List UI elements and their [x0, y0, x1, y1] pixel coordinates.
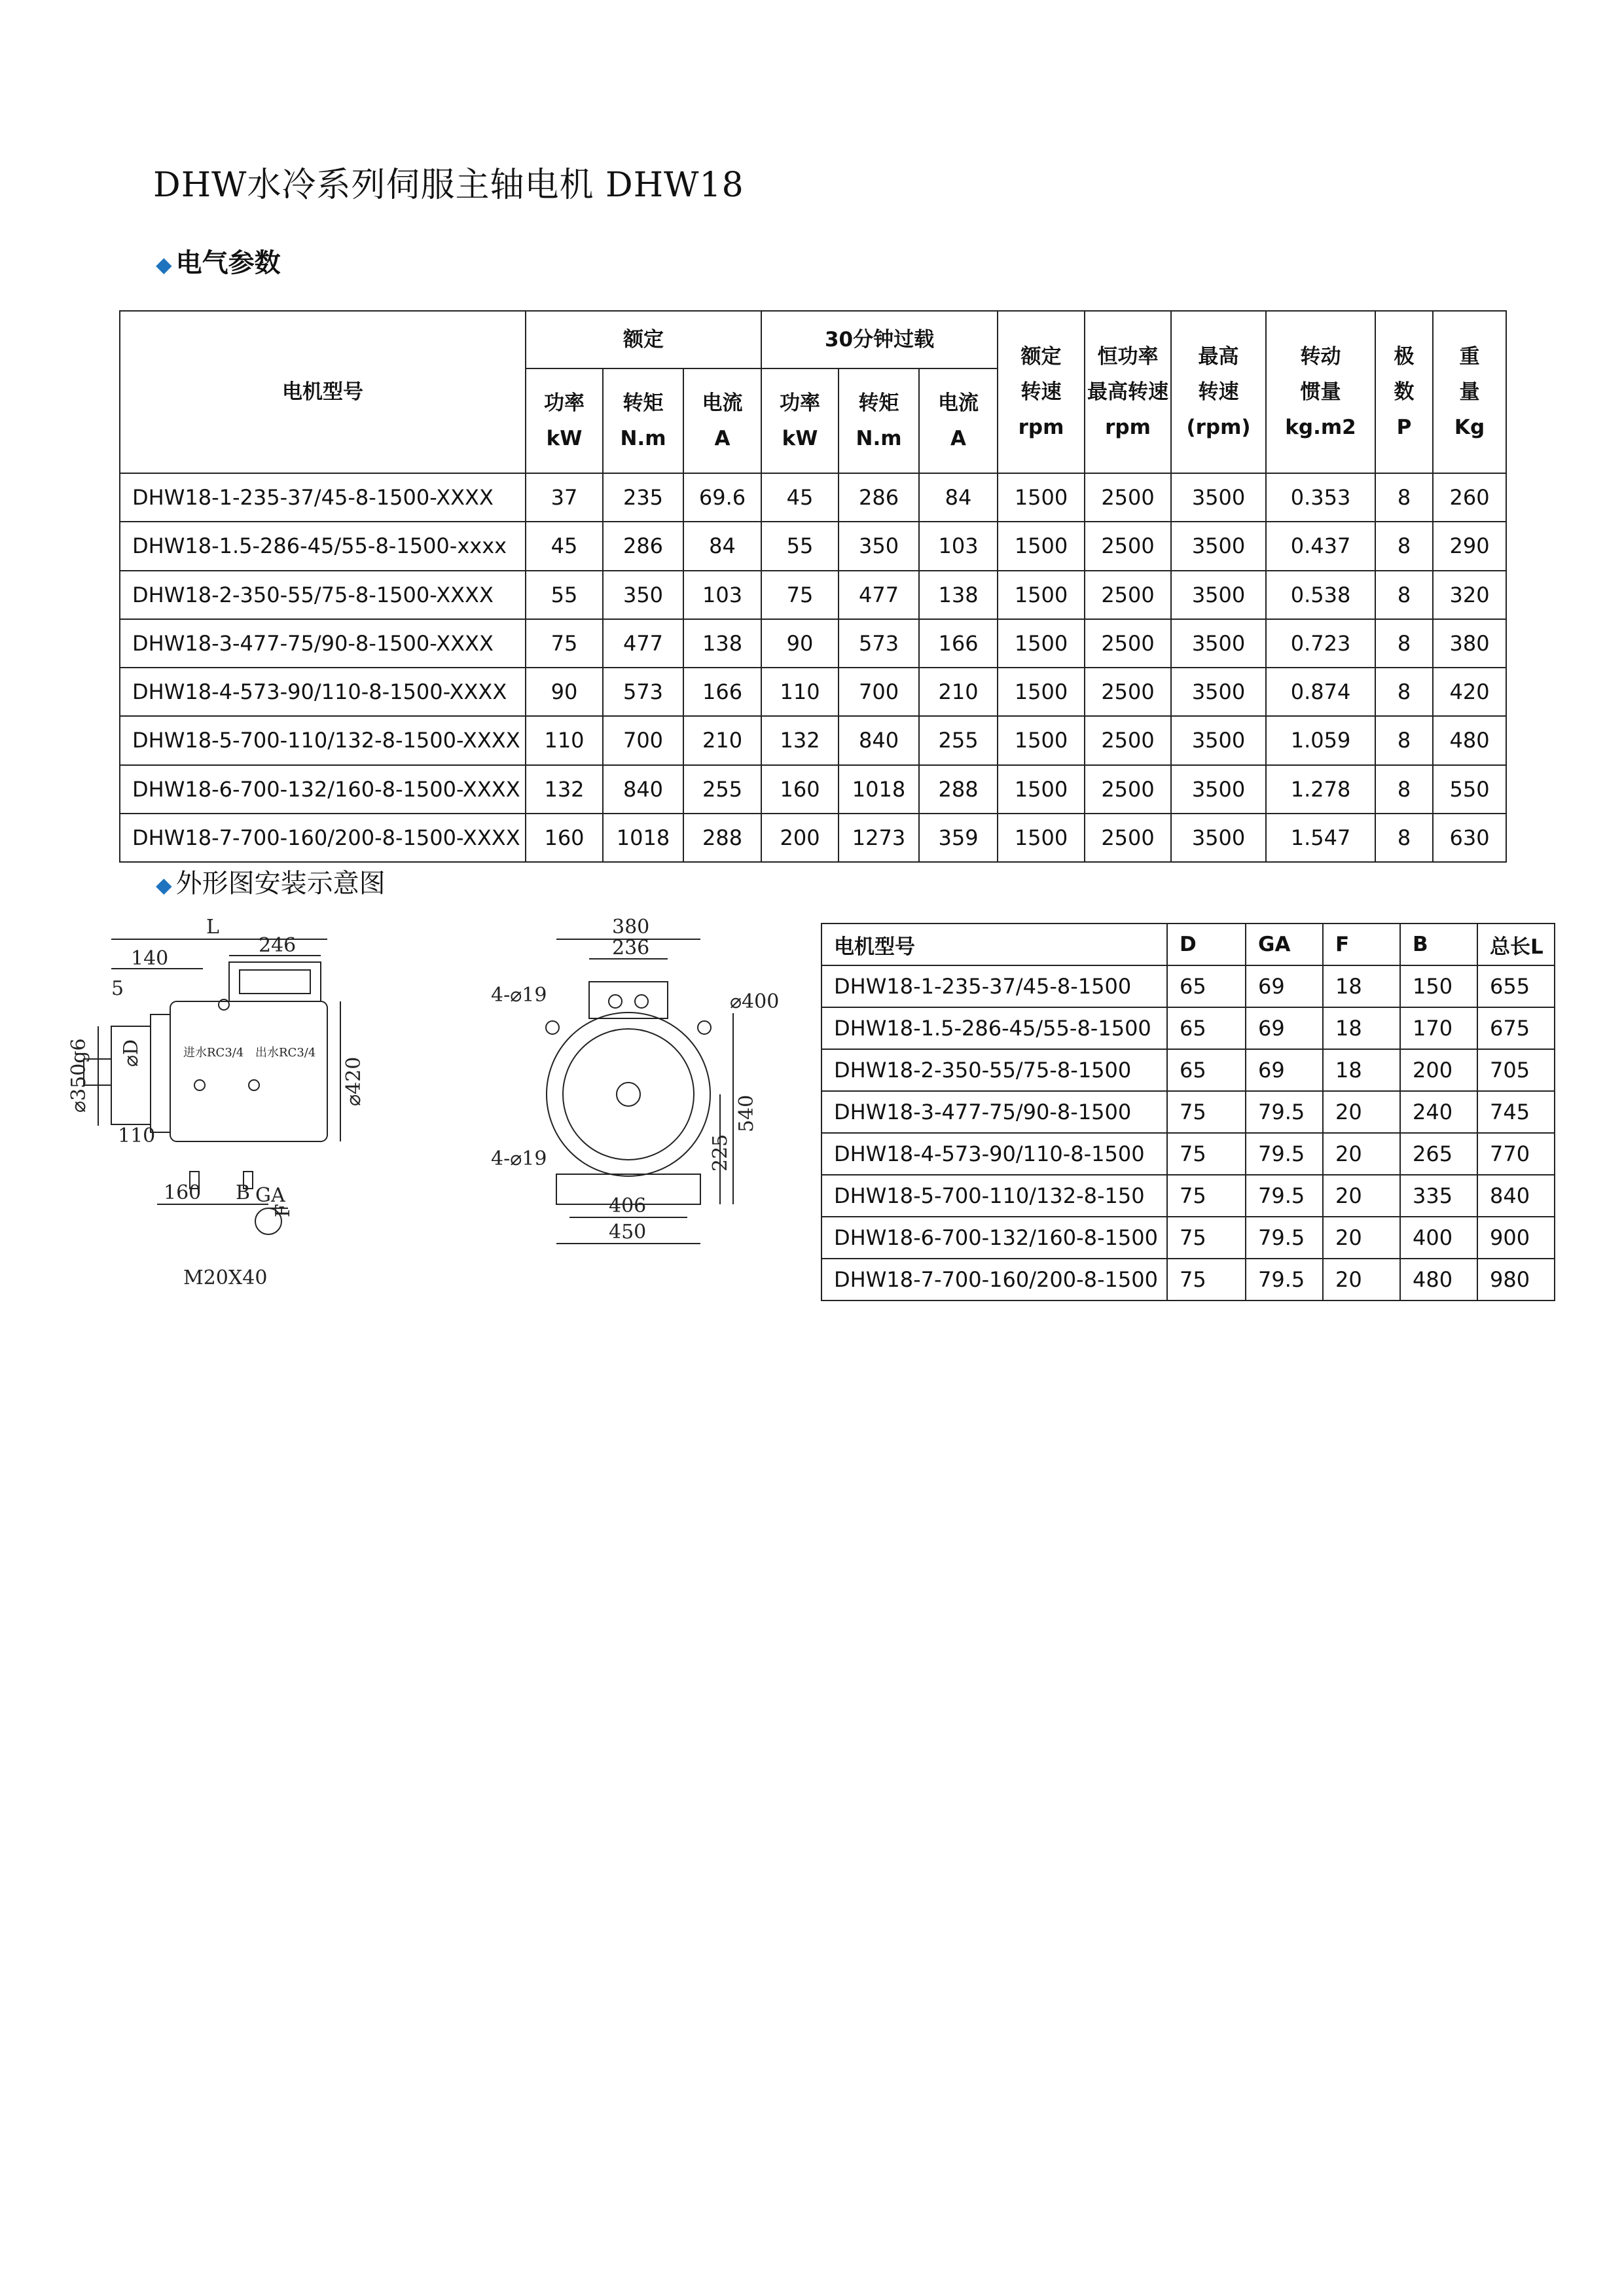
value-cell: 3500: [1171, 716, 1266, 764]
value-cell: 8: [1375, 473, 1433, 522]
table-row: [821, 1217, 1555, 1259]
table-row: [821, 1049, 1555, 1091]
front-bore-circle: [563, 1029, 694, 1160]
value-cell: 160: [526, 814, 603, 862]
section-outline-heading: [156, 863, 386, 900]
value-cell: 1.059: [1266, 716, 1375, 764]
value-cell: 55: [761, 522, 839, 570]
dim-5: 5: [111, 977, 124, 1000]
dim-406: 406: [609, 1194, 647, 1217]
value-cell: 79.5: [1246, 1259, 1323, 1300]
value-cell: 286: [839, 473, 919, 522]
table-row: [120, 619, 1506, 668]
table-row: [120, 668, 1506, 716]
value-cell: 0.874: [1266, 668, 1375, 716]
value-cell: 8: [1375, 716, 1433, 764]
model-cell: DHW18-1-235-37/45-8-1500: [821, 965, 1167, 1007]
mount-table-body: [821, 965, 1555, 1300]
section-electrical-heading: [156, 242, 281, 279]
dim-B: B: [236, 1181, 251, 1204]
value-cell: 2500: [1085, 522, 1171, 570]
value-cell: 8: [1375, 619, 1433, 668]
value-cell: 75: [1167, 1091, 1246, 1133]
value-cell: 630: [1433, 814, 1506, 862]
value-cell: 3500: [1171, 619, 1266, 668]
value-cell: 477: [839, 571, 919, 619]
section-electrical-label: 电气参数: [175, 248, 281, 278]
holes-bottom: 4-⌀19: [491, 1147, 547, 1170]
water-outlet-icon: [249, 1080, 259, 1090]
value-cell: 3500: [1171, 668, 1266, 716]
value-cell: 138: [683, 619, 761, 668]
value-cell: 745: [1477, 1091, 1555, 1133]
water-outlet-label: 出水RC3/4: [255, 1046, 316, 1060]
lifting-eye-right-icon: [698, 1021, 711, 1034]
value-cell: 288: [919, 765, 998, 814]
value-cell: 980: [1477, 1259, 1555, 1300]
dim-246: 246: [259, 934, 297, 957]
value-cell: 84: [919, 473, 998, 522]
value-cell: 2500: [1085, 668, 1171, 716]
value-cell: 255: [919, 716, 998, 764]
diamond-bullet-icon: ◆: [156, 872, 172, 897]
value-cell: 2500: [1085, 619, 1171, 668]
value-cell: 1500: [998, 668, 1085, 716]
table-row: [821, 1259, 1555, 1300]
value-cell: 132: [761, 716, 839, 764]
value-cell: 75: [1167, 1259, 1246, 1300]
header-poles: 极 数 P: [1375, 311, 1433, 473]
value-cell: 20: [1323, 1259, 1400, 1300]
thread-M20X40: M20X40: [183, 1266, 268, 1289]
value-cell: 79.5: [1246, 1217, 1323, 1259]
value-cell: 350: [603, 571, 683, 619]
value-cell: 138: [919, 571, 998, 619]
value-cell: 1500: [998, 473, 1085, 522]
mount-table-header: [821, 924, 1555, 965]
value-cell: 288: [683, 814, 761, 862]
spec-table-body: [120, 473, 1506, 862]
value-cell: 1.547: [1266, 814, 1375, 862]
value-cell: 3500: [1171, 473, 1266, 522]
value-cell: 110: [761, 668, 839, 716]
value-cell: 65: [1167, 965, 1246, 1007]
value-cell: 20: [1323, 1175, 1400, 1217]
value-cell: 103: [683, 571, 761, 619]
value-cell: 320: [1433, 571, 1506, 619]
value-cell: 84: [683, 522, 761, 570]
value-cell: 350: [839, 522, 919, 570]
value-cell: 255: [683, 765, 761, 814]
value-cell: 37: [526, 473, 603, 522]
value-cell: 3500: [1171, 571, 1266, 619]
value-cell: 0.538: [1266, 571, 1375, 619]
value-cell: 840: [839, 716, 919, 764]
table-row: [120, 571, 1506, 619]
front-flange-circle: [547, 1013, 710, 1176]
value-cell: 200: [761, 814, 839, 862]
mount-header-cell: 总长L: [1477, 924, 1555, 965]
dim-L: L: [206, 916, 219, 939]
value-cell: 75: [1167, 1133, 1246, 1175]
value-cell: 1500: [998, 765, 1085, 814]
value-cell: 0.723: [1266, 619, 1375, 668]
model-cell: DHW18-3-477-75/90-8-1500: [821, 1091, 1167, 1133]
section-outline-label: 外形图安装示意图: [175, 869, 386, 899]
dim-450: 450: [609, 1221, 647, 1244]
header-overload-torque: 转矩 N.m: [839, 368, 919, 473]
value-cell: 335: [1400, 1175, 1477, 1217]
value-cell: 160: [761, 765, 839, 814]
value-cell: 1500: [998, 522, 1085, 570]
value-cell: 3500: [1171, 522, 1266, 570]
value-cell: 700: [839, 668, 919, 716]
model-cell: DHW18-6-700-132/160-8-1500: [821, 1217, 1167, 1259]
value-cell: 200: [1400, 1049, 1477, 1091]
value-cell: 655: [1477, 965, 1555, 1007]
water-inlet-icon: [194, 1080, 205, 1090]
junction-box: [229, 962, 321, 1001]
value-cell: 55: [526, 571, 603, 619]
model-cell: DHW18-1.5-286-45/55-8-1500-xxxx: [120, 522, 526, 570]
value-cell: 18: [1323, 965, 1400, 1007]
value-cell: 1500: [998, 571, 1085, 619]
value-cell: 1500: [998, 814, 1085, 862]
dim-420: ⌀420: [342, 1056, 365, 1106]
value-cell: 69: [1246, 965, 1323, 1007]
holes-top: 4-⌀19: [491, 984, 547, 1007]
value-cell: 90: [761, 619, 839, 668]
model-cell: DHW18-6-700-132/160-8-1500-XXXX: [120, 765, 526, 814]
value-cell: 90: [526, 668, 603, 716]
value-cell: 69: [1246, 1007, 1323, 1049]
value-cell: 3500: [1171, 765, 1266, 814]
value-cell: 75: [1167, 1217, 1246, 1259]
header-const-power-speed: 恒功率 最高转速 rpm: [1085, 311, 1171, 473]
value-cell: 1018: [839, 765, 919, 814]
front-port-left-icon: [609, 995, 622, 1008]
value-cell: 8: [1375, 814, 1433, 862]
shaft-circle: [617, 1083, 640, 1106]
table-row: [821, 1007, 1555, 1049]
header-rated: 额定: [526, 311, 761, 368]
value-cell: 8: [1375, 571, 1433, 619]
value-cell: 0.353: [1266, 473, 1375, 522]
table-row: [821, 1091, 1555, 1133]
header-rated-torque: 转矩 N.m: [603, 368, 683, 473]
mount-header-cell: F: [1323, 924, 1400, 965]
model-cell: DHW18-4-573-90/110-8-1500-XXXX: [120, 668, 526, 716]
mount-header-cell: D: [1167, 924, 1246, 965]
value-cell: 2500: [1085, 765, 1171, 814]
mount-header-cell: GA: [1246, 924, 1323, 965]
value-cell: 20: [1323, 1217, 1400, 1259]
value-cell: 573: [839, 619, 919, 668]
value-cell: 103: [919, 522, 998, 570]
value-cell: 110: [526, 716, 603, 764]
model-cell: DHW18-2-350-55/75-8-1500-XXXX: [120, 571, 526, 619]
table-row: [120, 716, 1506, 764]
value-cell: 900: [1477, 1217, 1555, 1259]
value-cell: 700: [603, 716, 683, 764]
value-cell: 260: [1433, 473, 1506, 522]
model-cell: DHW18-2-350-55/75-8-1500: [821, 1049, 1167, 1091]
dim-540: 540: [735, 1094, 758, 1132]
value-cell: 18: [1323, 1049, 1400, 1091]
value-cell: 3500: [1171, 814, 1266, 862]
value-cell: 210: [919, 668, 998, 716]
value-cell: 550: [1433, 765, 1506, 814]
value-cell: 1500: [998, 716, 1085, 764]
value-cell: 380: [1433, 619, 1506, 668]
value-cell: 1.278: [1266, 765, 1375, 814]
value-cell: 480: [1400, 1259, 1477, 1300]
value-cell: 2500: [1085, 473, 1171, 522]
model-cell: DHW18-3-477-75/90-8-1500-XXXX: [120, 619, 526, 668]
header-max-speed: 最高 转速 (rpm): [1171, 311, 1266, 473]
value-cell: 840: [603, 765, 683, 814]
value-cell: 359: [919, 814, 998, 862]
value-cell: 79.5: [1246, 1133, 1323, 1175]
header-rated-current: 电流 A: [683, 368, 761, 473]
value-cell: 75: [526, 619, 603, 668]
value-cell: 45: [761, 473, 839, 522]
electrical-spec-table: [119, 310, 1507, 863]
value-cell: 675: [1477, 1007, 1555, 1049]
value-cell: 420: [1433, 668, 1506, 716]
value-cell: 235: [603, 473, 683, 522]
value-cell: 170: [1400, 1007, 1477, 1049]
header-inertia: 转动 惯量 kg.m2: [1266, 311, 1375, 473]
dim-GA: GA: [255, 1184, 285, 1207]
mount-header-cell: 电机型号: [821, 924, 1167, 965]
mounting-dimension-table: [821, 923, 1555, 1301]
model-cell: DHW18-5-700-110/132-8-1500-XXXX: [120, 716, 526, 764]
table-row: [120, 814, 1506, 862]
value-cell: 1273: [839, 814, 919, 862]
table-row: [120, 473, 1506, 522]
value-cell: 45: [526, 522, 603, 570]
dim-140: 140: [131, 947, 169, 970]
value-cell: 240: [1400, 1091, 1477, 1133]
motor-body: [170, 1001, 327, 1141]
value-cell: 132: [526, 765, 603, 814]
model-cell: DHW18-1-235-37/45-8-1500-XXXX: [120, 473, 526, 522]
value-cell: 166: [919, 619, 998, 668]
value-cell: 2500: [1085, 814, 1171, 862]
value-cell: 75: [761, 571, 839, 619]
model-cell: DHW18-1.5-286-45/55-8-1500: [821, 1007, 1167, 1049]
value-cell: 8: [1375, 765, 1433, 814]
model-cell: DHW18-7-700-160/200-8-1500-XXXX: [120, 814, 526, 862]
header-model: 电机型号: [120, 311, 526, 473]
front-port-right-icon: [635, 995, 648, 1008]
header-weight: 重 量 Kg: [1433, 311, 1506, 473]
value-cell: 210: [683, 716, 761, 764]
value-cell: 20: [1323, 1133, 1400, 1175]
header-rated-power: 功率 kW: [526, 368, 603, 473]
value-cell: 770: [1477, 1133, 1555, 1175]
mount-header-cell: B: [1400, 924, 1477, 965]
header-rated-speed: 额定 转速 rpm: [998, 311, 1085, 473]
dim-350g6: ⌀350g6: [67, 1038, 90, 1113]
value-cell: 0.437: [1266, 522, 1375, 570]
table-row: [821, 965, 1555, 1007]
header-overload-power: 功率 kW: [761, 368, 839, 473]
junction-box-lid: [240, 970, 310, 994]
value-cell: 18: [1323, 1007, 1400, 1049]
header-overload: 30分钟过载: [761, 311, 998, 368]
table-row: [821, 1175, 1555, 1217]
dim-400: ⌀400: [730, 990, 780, 1013]
value-cell: 2500: [1085, 571, 1171, 619]
value-cell: 840: [1477, 1175, 1555, 1217]
table-row: [821, 1133, 1555, 1175]
water-inlet-label: 进水RC3/4: [183, 1046, 244, 1060]
header-overload-current: 电流 A: [919, 368, 998, 473]
dim-D: ⌀D: [120, 1039, 143, 1067]
value-cell: 75: [1167, 1175, 1246, 1217]
dim-160: 160: [164, 1181, 202, 1204]
page-title: DHW水冷系列伺服主轴电机 DHW18: [153, 166, 744, 205]
model-cell: DHW18-7-700-160/200-8-1500: [821, 1259, 1167, 1300]
value-cell: 400: [1400, 1217, 1477, 1259]
lifting-eye-left-icon: [546, 1021, 559, 1034]
value-cell: 480: [1433, 716, 1506, 764]
value-cell: 20: [1323, 1091, 1400, 1133]
value-cell: 573: [603, 668, 683, 716]
diamond-bullet-icon: ◆: [156, 252, 172, 277]
value-cell: 69: [1246, 1049, 1323, 1091]
dim-110: 110: [118, 1124, 156, 1147]
value-cell: 1018: [603, 814, 683, 862]
value-cell: 166: [683, 668, 761, 716]
motor-outline-drawing: [67, 910, 805, 1289]
value-cell: 65: [1167, 1049, 1246, 1091]
value-cell: 79.5: [1246, 1091, 1323, 1133]
value-cell: 69.6: [683, 473, 761, 522]
value-cell: 8: [1375, 668, 1433, 716]
value-cell: 8: [1375, 522, 1433, 570]
value-cell: 65: [1167, 1007, 1246, 1049]
front-flange: [151, 1014, 170, 1132]
table-row: [120, 765, 1506, 814]
dim-F: F: [272, 1204, 295, 1217]
value-cell: 2500: [1085, 716, 1171, 764]
model-cell: DHW18-5-700-110/132-8-150: [821, 1175, 1167, 1217]
value-cell: 1500: [998, 619, 1085, 668]
value-cell: 290: [1433, 522, 1506, 570]
dim-236: 236: [612, 937, 650, 960]
value-cell: 477: [603, 619, 683, 668]
value-cell: 286: [603, 522, 683, 570]
table-row: [120, 522, 1506, 570]
value-cell: 79.5: [1246, 1175, 1323, 1217]
value-cell: 265: [1400, 1133, 1477, 1175]
dim-380: 380: [612, 916, 650, 939]
value-cell: 705: [1477, 1049, 1555, 1091]
value-cell: 150: [1400, 965, 1477, 1007]
model-cell: DHW18-4-573-90/110-8-1500: [821, 1133, 1167, 1175]
dim-225: 225: [709, 1134, 732, 1172]
